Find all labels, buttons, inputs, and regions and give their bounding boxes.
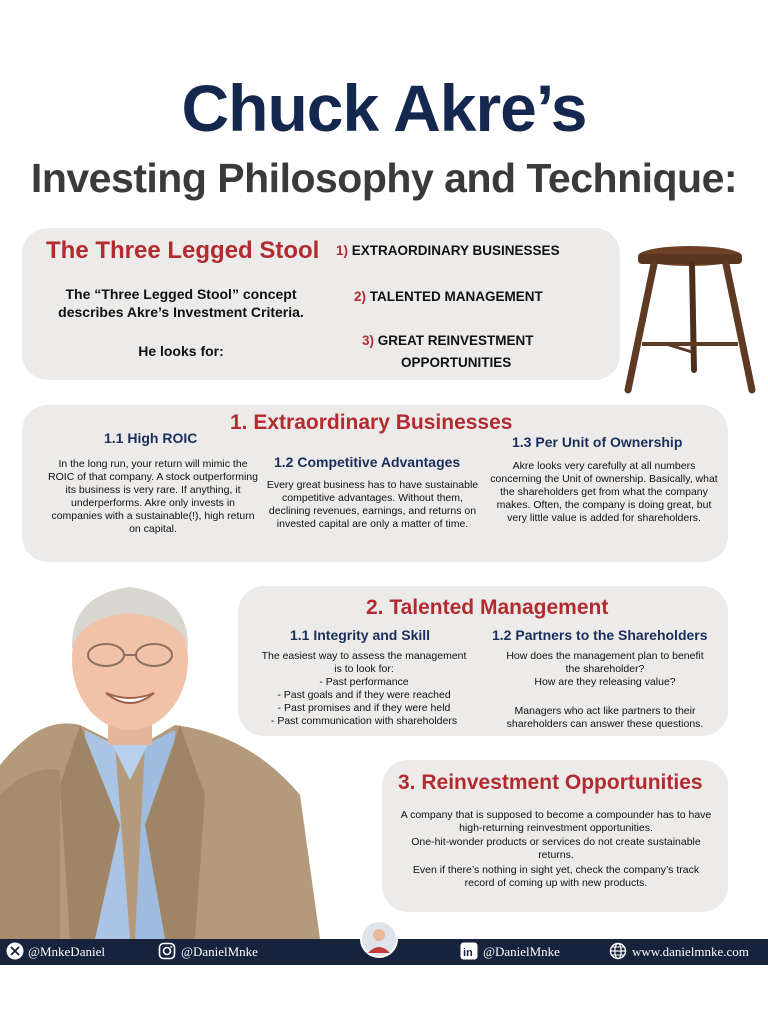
- section1-col3-body: Akre looks very carefully at all numbers concerning the Unit of ownership. Basically, what the shareholders get from what the company makes. Often, the company is doing great, but very little value is added for shareholders.: [490, 460, 718, 524]
- section2-col1-intro: The easiest way to assess the management is to look for:: [261, 650, 467, 675]
- section3-p1: A company that is supposed to become a compounder has to have high-returning reinvestment opportunities.: [400, 809, 712, 834]
- linkedin-icon: [460, 942, 478, 960]
- bullet-item: - Past communication with shareholders: [270, 715, 458, 727]
- section1-col2-title: 1.2 Competitive Advantages: [274, 454, 461, 470]
- section3-p3: Even if there’s nothing in sight yet, check the company’s track record of coming up with new products.: [412, 864, 700, 889]
- page-subtitle: Investing Philosophy and Technique:: [30, 155, 738, 201]
- stool-image: [620, 240, 760, 400]
- footer-x-handle[interactable]: @MnkeDaniel: [28, 944, 105, 959]
- section2-col2-q2: How are they releasing value?: [534, 676, 676, 688]
- section2-col2-answer: Managers who act like partners to their shareholders can answer these questions.: [506, 705, 704, 730]
- stool-heading: The Three Legged Stool: [46, 237, 320, 264]
- section1-col2-body: Every great business has to have sustainable competitive advantages. Without them, declining revenues, earnings, and returns on invested capital are only a matter of time.: [266, 479, 479, 530]
- footer-instagram-handle[interactable]: @DanielMnke: [181, 944, 258, 959]
- section1-col1-body: In the long run, your return will mimic the ROIC of that company. A stock outperforming its business is very rare. If anything, it underperforms. Akre only invests in companies with a sustainable(!), high return on capital.: [48, 458, 258, 535]
- stool-item-2: 2) TALENTED MANAGEMENT: [354, 289, 543, 304]
- instagram-icon: [158, 942, 176, 960]
- globe-icon: [609, 942, 627, 960]
- stool-item-1: 1) EXTRAORDINARY BUSINESSES: [336, 243, 560, 258]
- svg-text:in: in: [463, 947, 473, 959]
- stool-description: The “Three Legged Stool” concept describes Akre’s Investment Criteria.: [58, 286, 304, 320]
- portrait-image: [0, 565, 320, 939]
- section1-heading: 1. Extraordinary Businesses: [230, 411, 513, 434]
- stool-looks-for: He looks for:: [138, 343, 224, 359]
- page-title: Chuck Akre’s: [181, 71, 587, 145]
- section1-col3-title: 1.3 Per Unit of Ownership: [512, 434, 683, 450]
- stool-item-3-line2: OPPORTUNITIES: [401, 355, 512, 370]
- section2-heading: 2. Talented Management: [366, 596, 609, 619]
- x-icon: [6, 942, 24, 960]
- section3-heading: 3. Reinvestment Opportunities: [398, 771, 703, 794]
- footer-website[interactable]: www.danielmnke.com: [632, 944, 749, 959]
- avatar: [360, 920, 398, 958]
- stool-item-3: 3) GREAT REINVESTMENT: [362, 333, 534, 348]
- section2-col2-title: 1.2 Partners to the Shareholders: [492, 627, 708, 643]
- section2-col1-title: 1.1 Integrity and Skill: [290, 627, 431, 643]
- bullet-item: - Past goals and if they were reached: [277, 689, 451, 701]
- bullet-item: - Past promises and if they were held: [277, 702, 451, 714]
- bullet-item: - Past performance: [319, 676, 409, 688]
- section2-col2-q1: How does the management plan to benefit the shareholder?: [506, 650, 704, 675]
- footer-linkedin-handle[interactable]: @DanielMnke: [483, 944, 560, 959]
- section1-col1-title: 1.1 High ROIC: [104, 430, 198, 446]
- section3-p2: One-hit-wonder products or services do not create sustainable returns.: [411, 836, 701, 861]
